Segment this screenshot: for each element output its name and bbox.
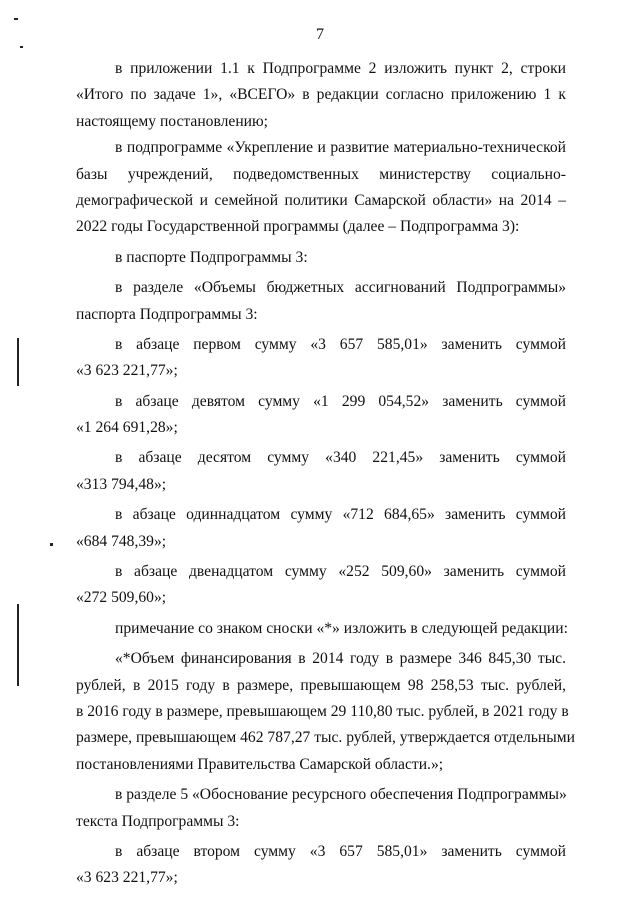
text-line: «272 509,60»; <box>76 589 167 607</box>
scan-mark <box>50 543 53 546</box>
text-line: 2022 годы Государственной программы (далее – Подпрограмма 3): <box>76 218 520 236</box>
text-line: в разделе «Объемы бюджетных ассигнований Подпрограммы» <box>115 279 566 297</box>
scan-mark <box>14 18 18 20</box>
text-line: в подпрограмме «Укрепление и развитие материально-технической <box>115 139 566 157</box>
text-line: демографической и семейной политики Самарской области» на 2014 – <box>76 191 566 209</box>
text-line: размере, превышающем 462 787,27 тыс. рублей, утверждается отдельными <box>76 729 575 747</box>
text-line: в приложении 1.1 к Подпрограмме 2 изложить пункт 2, строки <box>115 60 566 77</box>
text-line: паспорта Подпрограммы 3: <box>76 305 258 323</box>
text-line: в абзаце первом сумму «3 657 585,01» заменить суммой <box>115 335 566 353</box>
text-line: в абзаце десятом сумму «340 221,45» заменить суммой <box>115 449 566 467</box>
text-line: в паспорте Подпрограммы 3: <box>115 248 308 266</box>
text-line: базы учреждений, подведомственных министерству социально- <box>76 165 566 183</box>
text-line: «Итого по задаче 1», «ВСЕГО» в редакции согласно приложению 1 к <box>76 86 566 104</box>
text-line: примечание со знаком сноски «*» изложить в следующей редакции: <box>115 619 568 637</box>
text-line: «*Объем финансирования в 2014 году в размере 346 845,30 тыс. <box>115 650 566 668</box>
document-body <box>76 56 575 892</box>
text-line: в абзаце втором сумму «3 657 585,01» заменить суммой <box>115 842 566 860</box>
text-line: «313 794,48»; <box>76 475 167 493</box>
text-line: текста Подпрограммы 3: <box>76 812 240 830</box>
scan-mark <box>17 604 19 686</box>
text-line: в разделе 5 «Обоснование ресурсного обеспечения Подпрограммы» <box>115 786 567 804</box>
page-number: 7 <box>316 26 324 43</box>
text-line: «1 264 691,28»; <box>76 419 178 437</box>
text-line: в абзаце девятом сумму «1 299 054,52» заменить суммой <box>115 392 566 410</box>
text-line: «3 623 221,77»; <box>76 362 178 380</box>
text-line: постановлениями Правительства Самарской области.»; <box>76 755 444 773</box>
text-line: в абзаце двенадцатом сумму «252 509,60» заменить суммой <box>115 563 566 581</box>
text-line: в 2016 году в размере, превышающем 29 110,80 тыс. рублей, в 2021 году в <box>76 702 569 720</box>
text-line: «3 623 221,77»; <box>76 869 178 887</box>
scan-mark <box>20 46 23 48</box>
text-line: рублей, в 2015 году в размере, превышающем 98 258,53 тыс. рублей, <box>76 676 566 694</box>
text-line: «684 748,39»; <box>76 532 167 550</box>
text-line: в абзаце одиннадцатом сумму «712 684,65» заменить суммой <box>115 506 566 524</box>
scan-mark <box>17 338 19 386</box>
text-line: настоящему постановлению; <box>76 112 269 130</box>
